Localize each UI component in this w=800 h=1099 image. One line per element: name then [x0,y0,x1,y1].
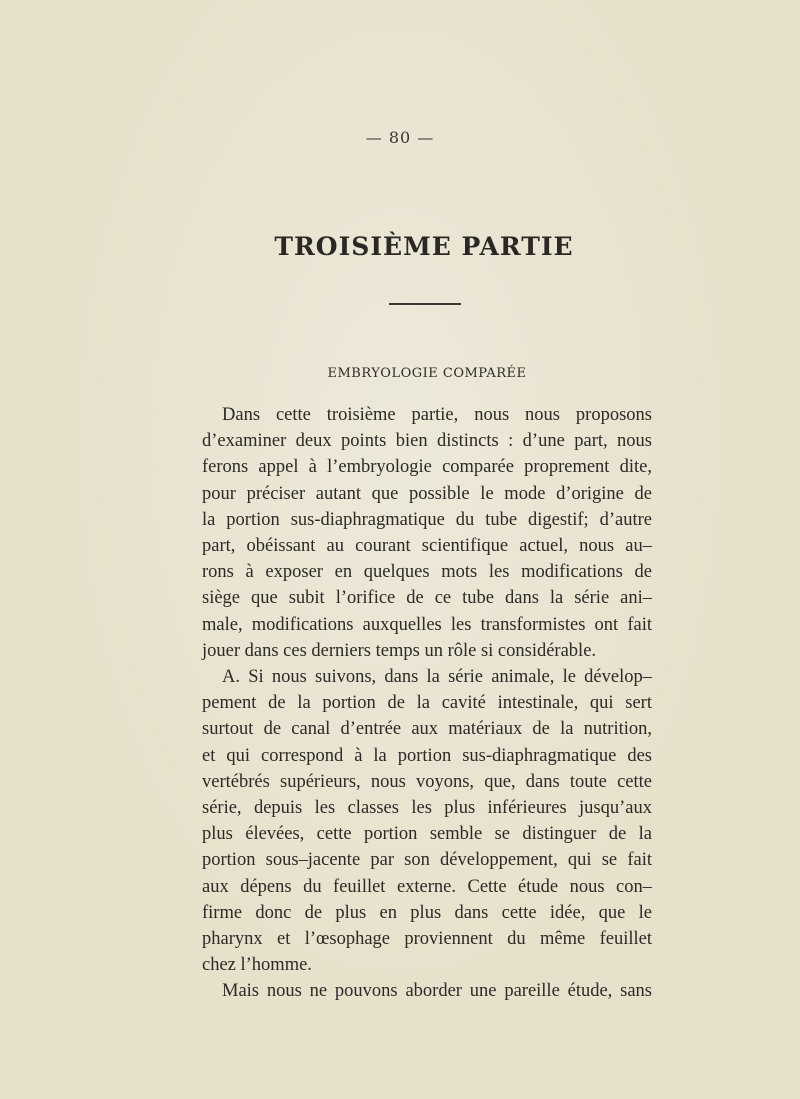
page-number: — 80 — [365,128,435,147]
text-line: aux dépens du feuillet externe. Cette étude nous con– [202,876,652,897]
text-line: firme donc de plus en plus dans cette idée, que le [202,902,652,923]
text-line: jouer dans ces derniers temps un rôle si considérable. [202,640,597,661]
text-line: Mais nous ne pouvons aborder une pareille étude, sans [222,981,652,1002]
text-line: série, depuis les classes les plus inférieures jusqu’aux [202,798,652,819]
text-line: la portion sus-diaphragmatique du tube digestif; d’autre [202,509,652,530]
text-line: pharynx et l’œsophage proviennent du même feuillet [202,929,652,950]
text-line: part, obéissant au courant scientifique actuel, nous au– [202,536,652,557]
text-line: portion sous–jacente par son développement, qui se fait [202,850,652,871]
text-line: pour préciser autant que possible le mode d’origine de [202,483,652,504]
text-line: plus élevées, cette portion semble se distinguer de la [202,824,652,845]
section-title: EMBRYOLOGIE COMPARÉE [327,366,527,381]
text-line: et qui correspond à la portion sus-diaphragmatique des [202,745,652,766]
part-title: TROISIÈME PARTIE [274,232,574,261]
text-line: siège que subit l’orifice de ce tube dans la série ani– [202,588,652,609]
text-line: d’examiner deux points bien distincts : d’une part, nous [202,431,652,452]
text-line: vertébrés supérieurs, nous voyons, que, dans toute cette [202,771,652,792]
text-line: rons à exposer en quelques mots les modifications de [202,562,652,583]
text-line: Dans cette troisième partie, nous nous proposons [222,405,652,425]
text-line: male, modifications auxquelles les transformistes ont fait [202,614,652,635]
text-line: A. Si nous suivons, dans la série animale, le dévelop– [222,667,652,688]
text-line: pement de la portion de la cavité intestinale, qui sert [202,693,652,714]
text-line: ferons appel à l’embryologie comparée proprement dite, [202,457,652,478]
text-line: chez l’homme. [202,955,312,976]
title-rule [389,303,461,305]
body-text [202,402,652,1005]
text-line: surtout de canal d’entrée aux matériaux de la nutrition, [202,719,652,740]
